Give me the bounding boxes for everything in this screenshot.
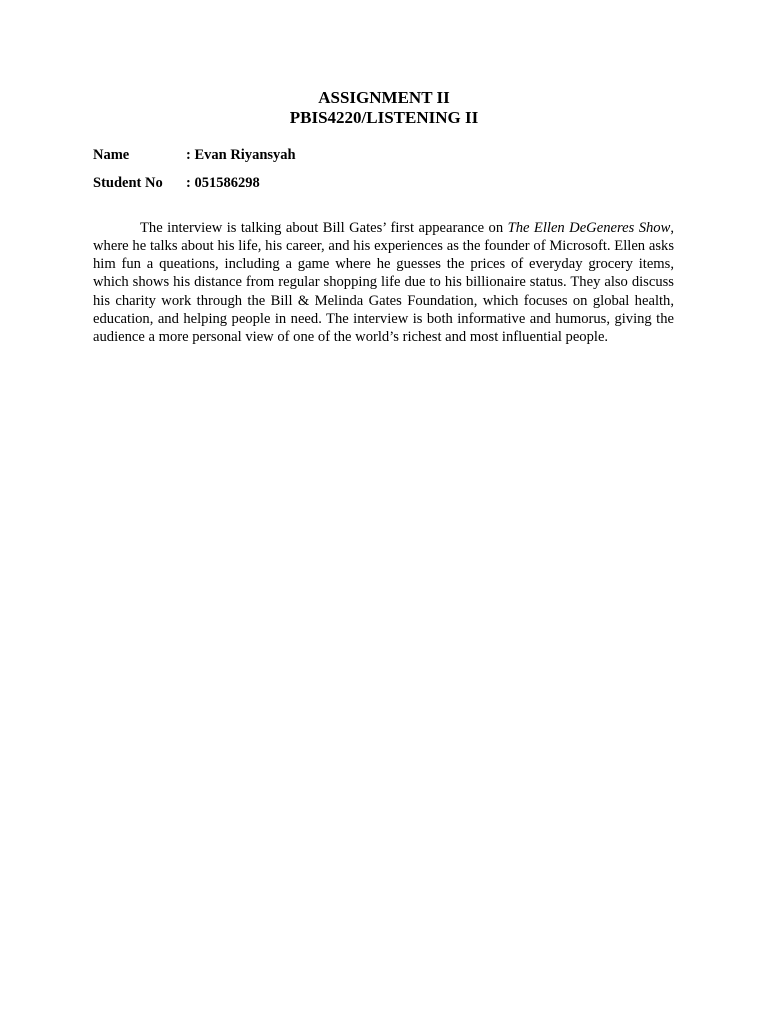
paragraph-text-part2: , where he talks about his life, his career, and his experiences as the founder of Microsoft. Ellen asks him fun a queations, including a game where he guesses the prices of everyday grocery items, which shows his distance from regular shopping life due to his billionaire status. They also discuss his charity work through the Bill & Melinda Gates Foundation, which focuses on global health, education, and helping people in need. The interview is both informative and humorus, giving the audience a more personal view of one of the world’s richest and most influential people. bbox=[93, 220, 674, 345]
student-no-label: Student No bbox=[93, 175, 163, 191]
student-no-row bbox=[93, 174, 260, 192]
course-title: PBIS4220/LISTENING II bbox=[289, 108, 479, 127]
student-no-value: : 051586298 bbox=[186, 175, 260, 191]
name-value: : Evan Riyansyah bbox=[186, 147, 296, 163]
paragraph-text-part1: The interview is talking about Bill Gates’ first appearance on bbox=[140, 220, 508, 236]
body-paragraph bbox=[93, 219, 674, 346]
name-row bbox=[93, 146, 296, 164]
assignment-title: ASSIGNMENT II bbox=[318, 88, 450, 107]
name-label: Name bbox=[93, 147, 130, 163]
show-title: The Ellen DeGeneres Show bbox=[507, 220, 671, 236]
